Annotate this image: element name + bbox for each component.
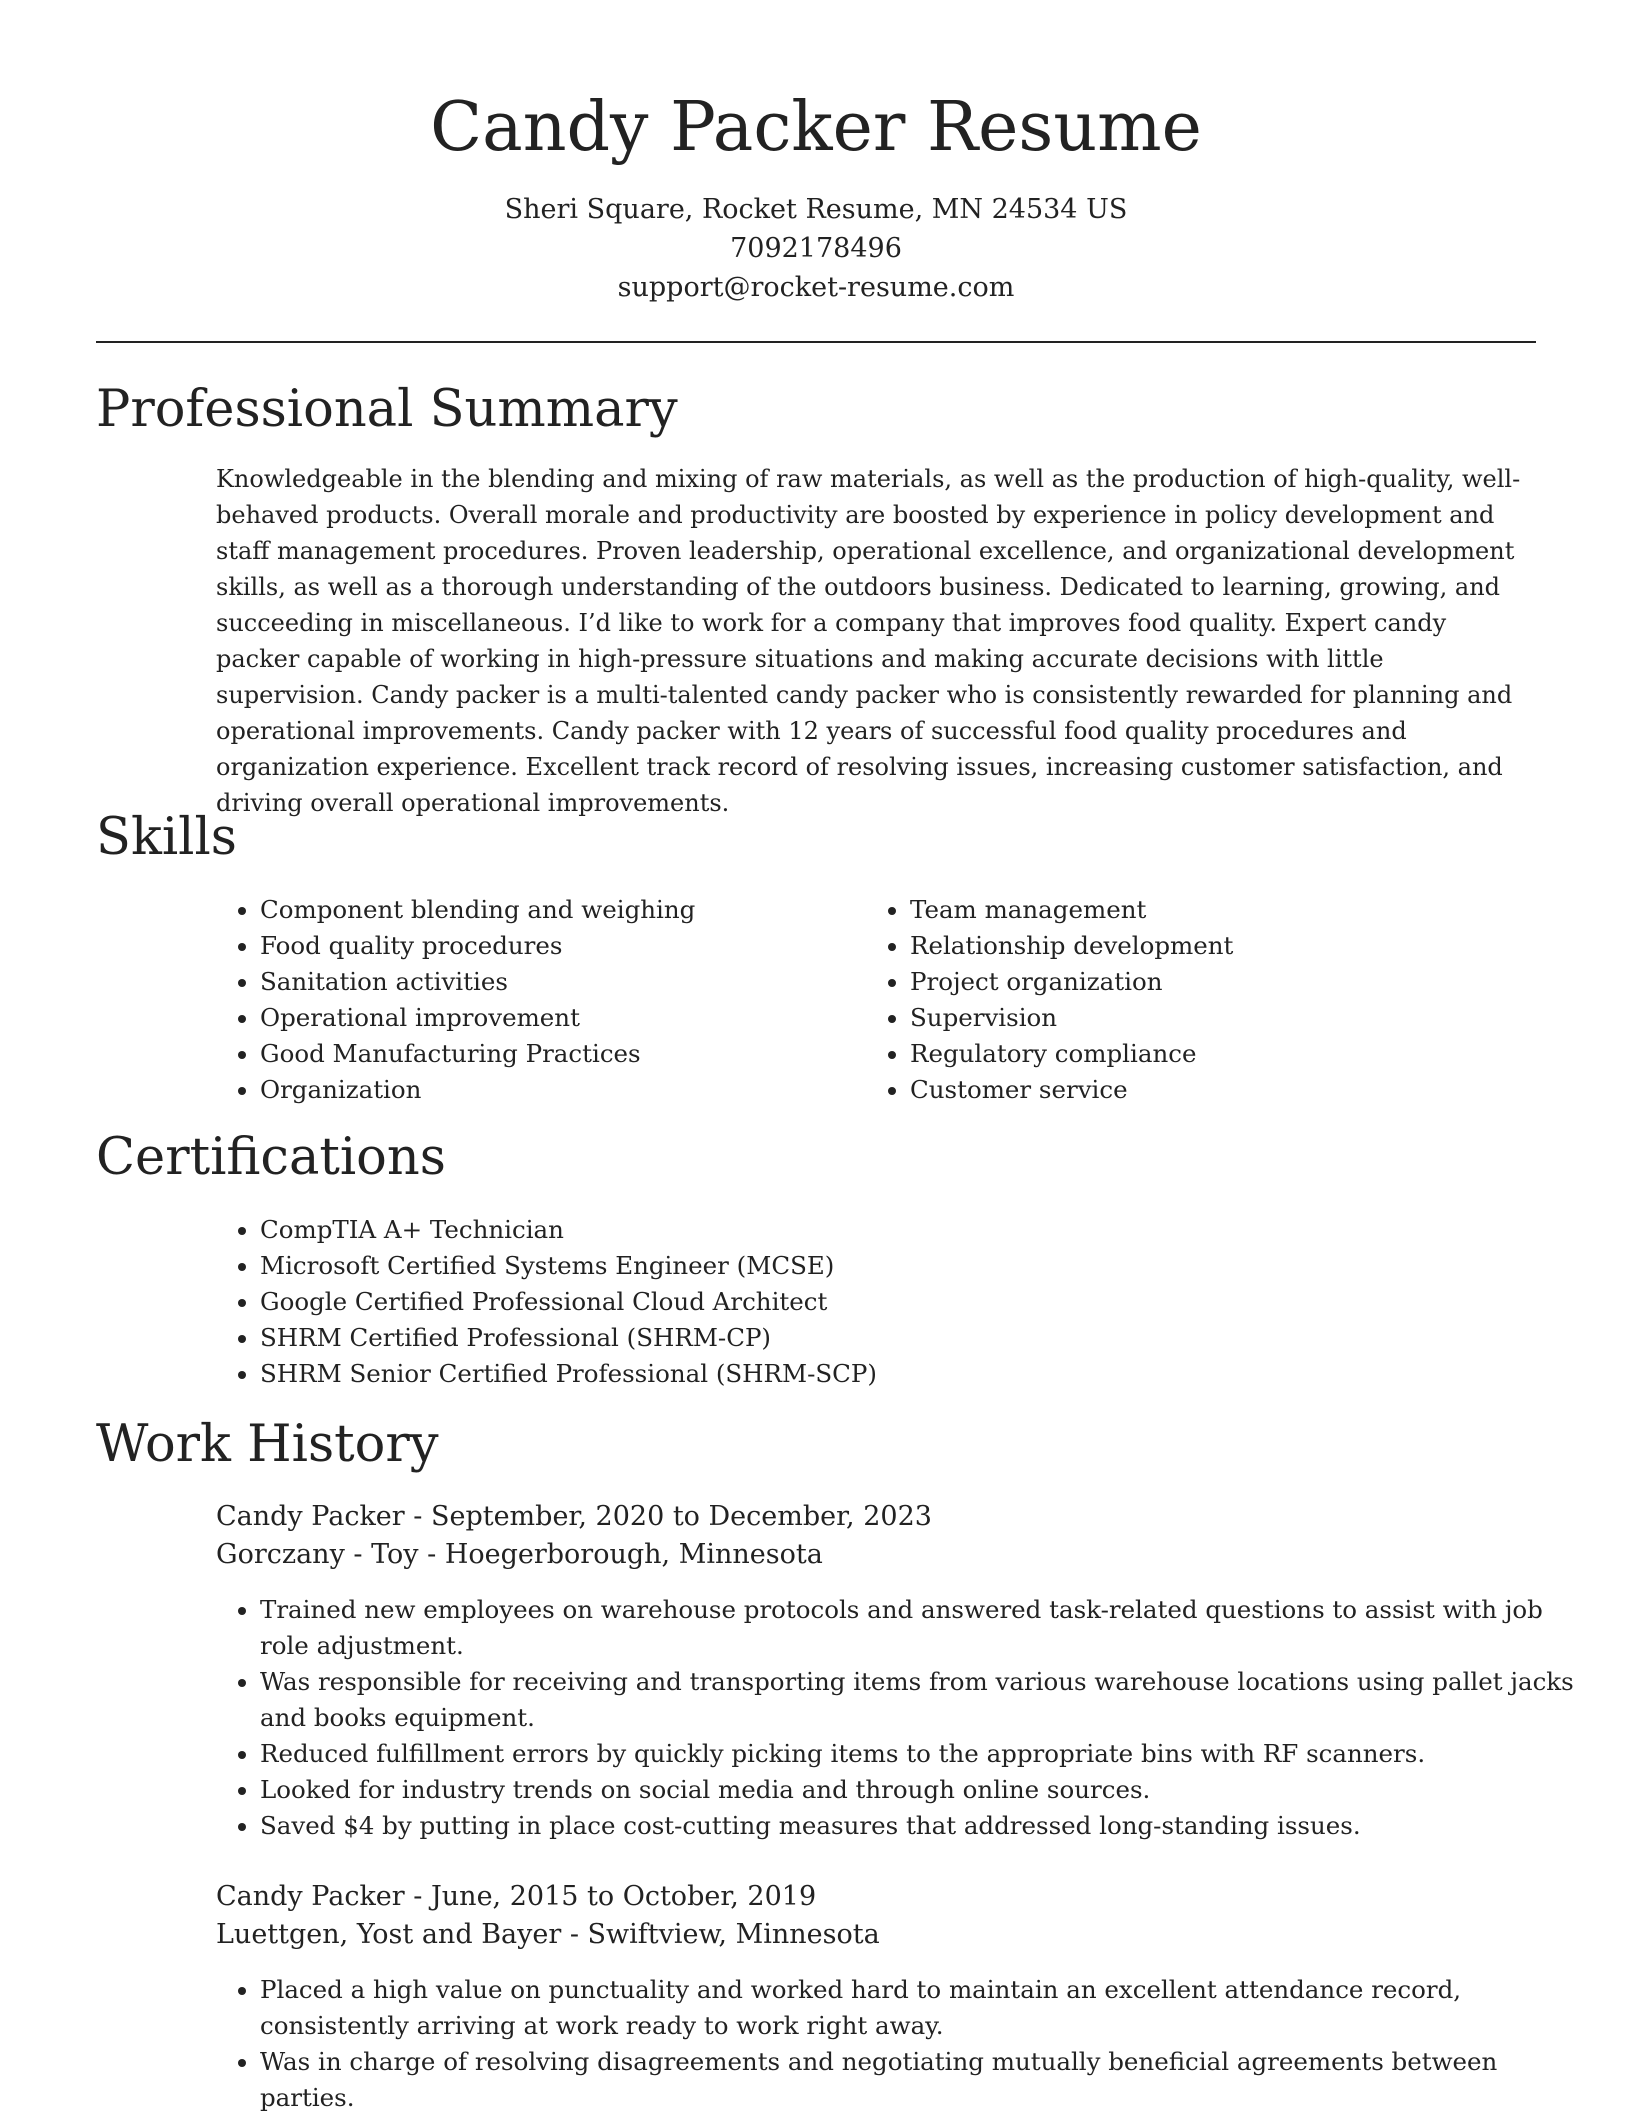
skill-item: • Customer service — [910, 1072, 1510, 1108]
job-company-location: Gorczany - Toy - Hoegerborough, Minnesota — [216, 1539, 823, 1570]
skill-item: • Supervision — [910, 1000, 1510, 1036]
job-bullet: • Was responsible for receiving and transporting items from various warehouse locations using pallet jacks and books equipment. — [260, 1664, 1580, 1736]
job-bullet: • Placed a high value on punctuality and worked hard to maintain an excellent attendance record, consistently arriving at work ready to work right away. — [260, 1972, 1580, 2044]
job-company-location: Luettgen, Yost and Bayer - Swiftview, Minnesota — [216, 1919, 880, 1950]
phone-text: 7092178496 — [730, 233, 902, 264]
skill-item: • Sanitation activities — [260, 964, 860, 1000]
resume-title: Candy Packer Resume — [430, 88, 1202, 167]
skills-list-right — [866, 892, 1510, 1108]
certification-item: • SHRM Certified Professional (SHRM-CP) — [260, 1320, 1536, 1356]
header-divider — [96, 341, 1536, 343]
certification-item: • SHRM Senior Certified Professional (SHRM-SCP) — [260, 1356, 1536, 1392]
skill-item: • Good Manufacturing Practices — [260, 1036, 860, 1072]
skill-item: • Food quality procedures — [260, 928, 860, 964]
skills-heading: Skills — [96, 808, 237, 867]
job-bullets — [216, 1592, 1580, 1844]
summary-heading: Professional Summary — [96, 380, 678, 439]
certification-item: • Google Certified Professional Cloud Architect — [260, 1284, 1536, 1320]
work-history-heading: Work History — [96, 1415, 439, 1474]
skill-item: • Component blending and weighing — [260, 892, 860, 928]
skills-list-left — [216, 892, 860, 1108]
job-bullet: • Looked for industry trends on social media and through online sources. — [260, 1772, 1580, 1808]
job-header — [216, 1498, 932, 1574]
contact-block — [0, 190, 1632, 307]
job-bullet: • Was in charge of resolving disagreements and negotiating mutually beneficial agreements between parties. — [260, 2044, 1580, 2116]
skill-item: • Operational improvement — [260, 1000, 860, 1036]
certifications-heading: Certifications — [96, 1128, 446, 1187]
skill-item: • Project organization — [910, 964, 1510, 1000]
job-title-dates: Candy Packer - June, 2015 to October, 2019 — [216, 1881, 817, 1912]
job-bullet: • Trained new employees on warehouse protocols and answered task-related questions to assist with job role adjustment. — [260, 1592, 1580, 1664]
email-text: support@rocket-resume.com — [617, 272, 1015, 303]
skill-item: • Team management — [910, 892, 1510, 928]
job-header — [216, 1878, 880, 1954]
job-bullet: • Saved $4 by putting in place cost-cutting measures that addressed long-standing issues. — [260, 1808, 1580, 1844]
certification-item: • Microsoft Certified Systems Engineer (MCSE) — [260, 1248, 1536, 1284]
certification-item: • CompTIA A+ Technician — [260, 1212, 1536, 1248]
skill-item: • Organization — [260, 1072, 860, 1108]
skill-item: • Regulatory compliance — [910, 1036, 1510, 1072]
job-bullets — [216, 1972, 1580, 2116]
skill-item: • Relationship development — [910, 928, 1510, 964]
address-text: Sheri Square, Rocket Resume, MN 24534 US — [504, 194, 1128, 225]
job-bullet: • Reduced fulfillment errors by quickly picking items to the appropriate bins with RF scanners. — [260, 1736, 1580, 1772]
job-title-dates: Candy Packer - September, 2020 to December, 2023 — [216, 1501, 932, 1532]
summary-text: Knowledgeable in the blending and mixing of raw materials, as well as the production of high-quality, well-behaved products. Overall morale and productivity are boosted by experience in policy development and staff management procedures. Proven leadership, operational excellence, and organizational development skills, as well as a thorough understanding of the outdoors business. Dedicated to learning, growing, and succeeding in miscellaneous. I’d like to work for a company that improves food quality. Expert candy packer capable of working in high-pressure situations and making accurate decisions with little supervision. Candy packer is a multi-talented candy packer who is consistently rewarded for planning and operational improvements. Candy packer with 12 years of successful food quality procedures and organization experience. Excellent track record of resolving issues, increasing customer satisfaction, and driving overall operational improvements. — [216, 465, 1521, 817]
certifications-list — [216, 1212, 1536, 1392]
